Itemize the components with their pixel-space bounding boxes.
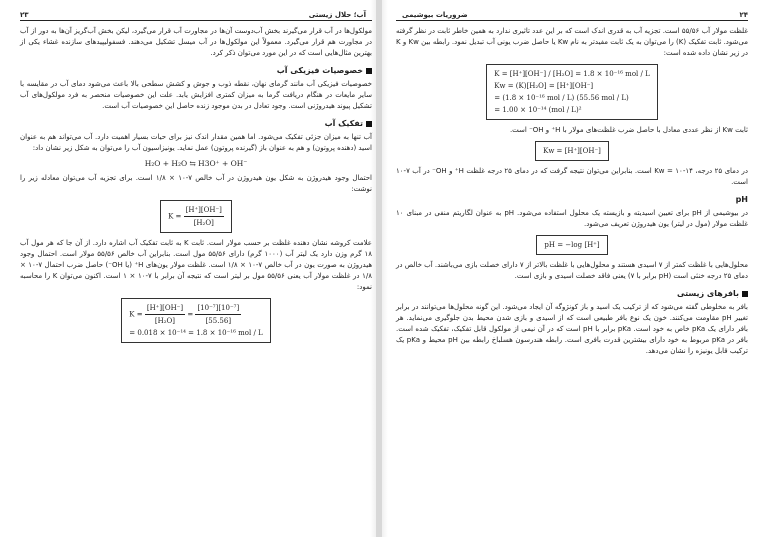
k-fraction — [184, 204, 224, 229]
kw-temperature-paragraph: در دمای ۲۵ درجه، ۱۴-۱۰ = Kw است. بنابراین می‌توان نتیجه گرفت که در دمای ۲۵ درجه غلظت H⁺ و OH⁻ در آب ۷-۱۰ است. — [396, 167, 748, 186]
bullet-square-icon — [366, 68, 372, 74]
kw-line-2: Kw = (K)[H₂O] = [H⁺][OH⁻] — [494, 82, 594, 90]
right-page-body — [396, 26, 748, 361]
right-page — [396, 10, 748, 530]
book-gutter — [376, 0, 382, 537]
kw-line-4: = 1.00 × 10⁻¹⁴ (mol / L)² — [494, 106, 582, 114]
k-calculation-wrap — [20, 298, 372, 343]
right-page-number: ۲۴ — [739, 11, 748, 19]
kw-equivalence-paragraph: ثابت Kw از نظر عددی معادل با حاصل ضرب غلظت‌های مولار با H⁺ و OH⁻ است. — [509, 126, 748, 134]
ionization-paragraph-3: علامت کروشه نشان دهنده غلظت بر حسب مولار است. ثابت K به ثابت تفکیک آب اشاره دارد. از آن جا که هر مول آب ۱۸ گرم وزن دارد یک لیتر آب (۱۰۰۰ گرم) دارای ۵۵/۵۶ مول است. بنابراین آب خالص ۵۵/۵۶ مولار است. احتمال وجود هیدروژن به صورت یون در آب خالص ۷-۱۰ × ۱/۸ است. غلظت مولار یون‌های H⁺ (یا OH⁻) حاصل ضرب احتمال ۷-۱۰ × ۱/۸ در غلظت مولار آب یعنی ۵۵/۵۶ مول بر لیتر است که نتیجه آن برابر با ۷-۱۰ × ۱ است. اکنون می‌توان K را محاسبه نمود: — [20, 239, 373, 291]
kw-box: Kw = [H⁺][OH⁻] — [535, 141, 609, 161]
k2-denominator-2: [55.56] — [205, 317, 232, 325]
right-page-header-title: ضروریات بیوشیمی — [402, 11, 468, 19]
kw-line-3: = (1.8 × 10⁻¹⁶ mol / L) (55.56 mol / L) — [494, 94, 629, 102]
ph-paragraph-1: در بیوشیمی از pH برای تعیین اسیدیته و بازیسته یک محلول استفاده می‌شود. pH به عنوان لگاریتم منفی در مبنای ۱۰ غلظت مولار (مول در لیتر) یون هیدروژن تعریف می‌شود. — [396, 209, 748, 228]
k-lhs: K = — [168, 212, 182, 221]
kw-derivation-wrap — [396, 64, 748, 120]
ionization-heading — [20, 118, 372, 129]
physical-heading — [20, 65, 372, 76]
k-calculation-box — [121, 298, 270, 343]
k2-denominator-1: [H₂O] — [154, 317, 176, 325]
k2-numerator-1: [H⁺][OH⁻] — [145, 302, 185, 315]
ionization-equation: H₂O + H₂O ⇆ H3O⁺ + OH⁻ — [144, 159, 248, 168]
ionization-paragraph-2: احتمال وجود هیدروژن به شکل یون هیدروژن در آب خالص ۷-۱۰ × ۱/۸ است. برای تجزیه آب می‌توان معادله زیر را نوشت: — [20, 174, 372, 193]
ionization-heading-text: تفکیک آب — [324, 119, 363, 128]
bullet-square-icon — [742, 291, 748, 297]
intro-paragraph: مولکول‌ها در آب قرار می‌گیرند بخش آب‌دوست آن‌ها در مجاورت آب قرار می‌گیرد، لیکن بخش آب‌گریز آن‌ها به دور از آب در مجاورت هم قرار می‌گیرد. معمولاً این مولکول‌ها در آب میسل تشکیل می‌دهند. فسفولیپیدهای سازنده غشاء یکی از بهترین مثال‌هایی است که در این مورد می‌توان ذکر کرد. — [20, 27, 372, 57]
kw-box-wrap — [396, 141, 748, 161]
k2-fraction-2 — [195, 302, 241, 327]
ph-box: pH = −log [H⁺] — [536, 235, 607, 255]
kw-intro-paragraph: غلظت مولار آب ۵۵/۵۶ است. تجزیه آب به قدری اندک است که بر این عدد تاثیری ندارد به همین خاطر ثابت در نظر گرفته می‌شود. ثابت تفکیک (K) را می‌توان به یک ثابت مفیدتر به نام Kw یا حاصل ضرب یونی آب تبدیل نمود. رابطه بین Kw و K در زیر نشان داده شده است: — [396, 27, 748, 57]
physical-heading-text: خصوصیات فیزیکی آب — [276, 66, 363, 75]
k-definition-wrap — [20, 200, 372, 233]
buffer-paragraph: بافر به مخلوطی گفته می‌شود که از ترکیب یک اسید و باز کونژوگه آن ایجاد می‌شود. این گونه محلول‌ها می‌توانند در برابر تغییر pH مقاومت می‌کنند. خون یک نوع بافر طبیعی است که از اسیدی و بازی شدن محیط بدن جلوگیری می‌نماید. هر بافر دارای یک pKa خاص به خود است. pKa برابر با pH است که در آن نیمی از مولکول قابل تفکیک، تفکیک شده است. بافر در pKa مربوط به خود دارای بیشترین قدرت بافری است. رابطه هندرسون هسلباخ رابطه بین pH محیط و pKa یک ترکیب قابل یونیزه را نشان می‌دهد. — [396, 303, 749, 355]
ionization-paragraph-1: آب تنها به میزان جزئی تفکیک می‌شود. اما همین مقدار اندک نیز برای حیات بسیار اهمیت دارد. آب می‌تواند هم به عنوان اسید (دهنده پروتون) و هم به عنوان باز (گیرنده پروتون) عمل نماید. یونیزاسیون آب را می‌توان به شکل زیر نشان داد: — [20, 133, 372, 152]
k2-numerator-2: [10⁻⁷][10⁻⁷] — [195, 302, 241, 315]
k2-lhs: K = — [129, 310, 143, 319]
left-page-body — [20, 26, 372, 348]
physical-paragraph: خصوصیات فیزیکی آب مانند گرمای نهان، نقطه ذوب و جوش و کشش سطحی بالا باعث می‌شود دمای آب در مقایسه با سایر مایعات در هنگام دریافت گرما به میزان کمتری افزایش یابد. علت این خصوصیات منحصر به فرد مولکول‌های آب تشکیل پیوند هیدروژنی است. وجود تعادل در بدن موجود زنده حاصل این خصوصیات آب است. — [20, 80, 372, 110]
k2-result: = 0.018 × 10⁻¹⁴ = 1.8 × 10⁻¹⁶ mol / L — [129, 329, 263, 337]
right-page-header — [396, 10, 748, 21]
k2-fraction-1 — [145, 302, 185, 327]
buffer-heading-text: بافرهای زیستی — [677, 289, 739, 298]
k2-equals: = — [187, 310, 194, 319]
bullet-square-icon — [366, 121, 372, 127]
kw-derivation-box — [486, 64, 657, 120]
left-page-number: ۲۳ — [20, 11, 29, 19]
left-page — [20, 10, 372, 530]
k-definition-box — [160, 200, 232, 233]
buffer-heading — [396, 288, 748, 299]
ph-box-wrap — [396, 235, 748, 255]
k-denominator: [H₂O] — [193, 219, 214, 227]
ph-heading: pH — [735, 195, 748, 204]
k-numerator: [H⁺][OH⁻] — [184, 204, 224, 217]
ph-paragraph-2: محلول‌هایی با غلظت کمتر از ۷ اسیدی هستند و محلول‌هایی با غلظت بالاتر از ۷ دارای خصلت بازی می‌باشند. آب خالص در دمای ۲۵ درجه خنثی است (pH برابر با ۷) یعنی فاقد خصلت اسیدی و بازی است. — [396, 261, 748, 280]
left-page-header — [20, 10, 372, 21]
left-page-header-title: آب؛ حلال زیستی — [308, 11, 366, 19]
kw-line-1: K = [H⁺][OH⁻] / [H₂O] = 1.8 × 10⁻¹⁶ mol / L — [494, 70, 650, 78]
